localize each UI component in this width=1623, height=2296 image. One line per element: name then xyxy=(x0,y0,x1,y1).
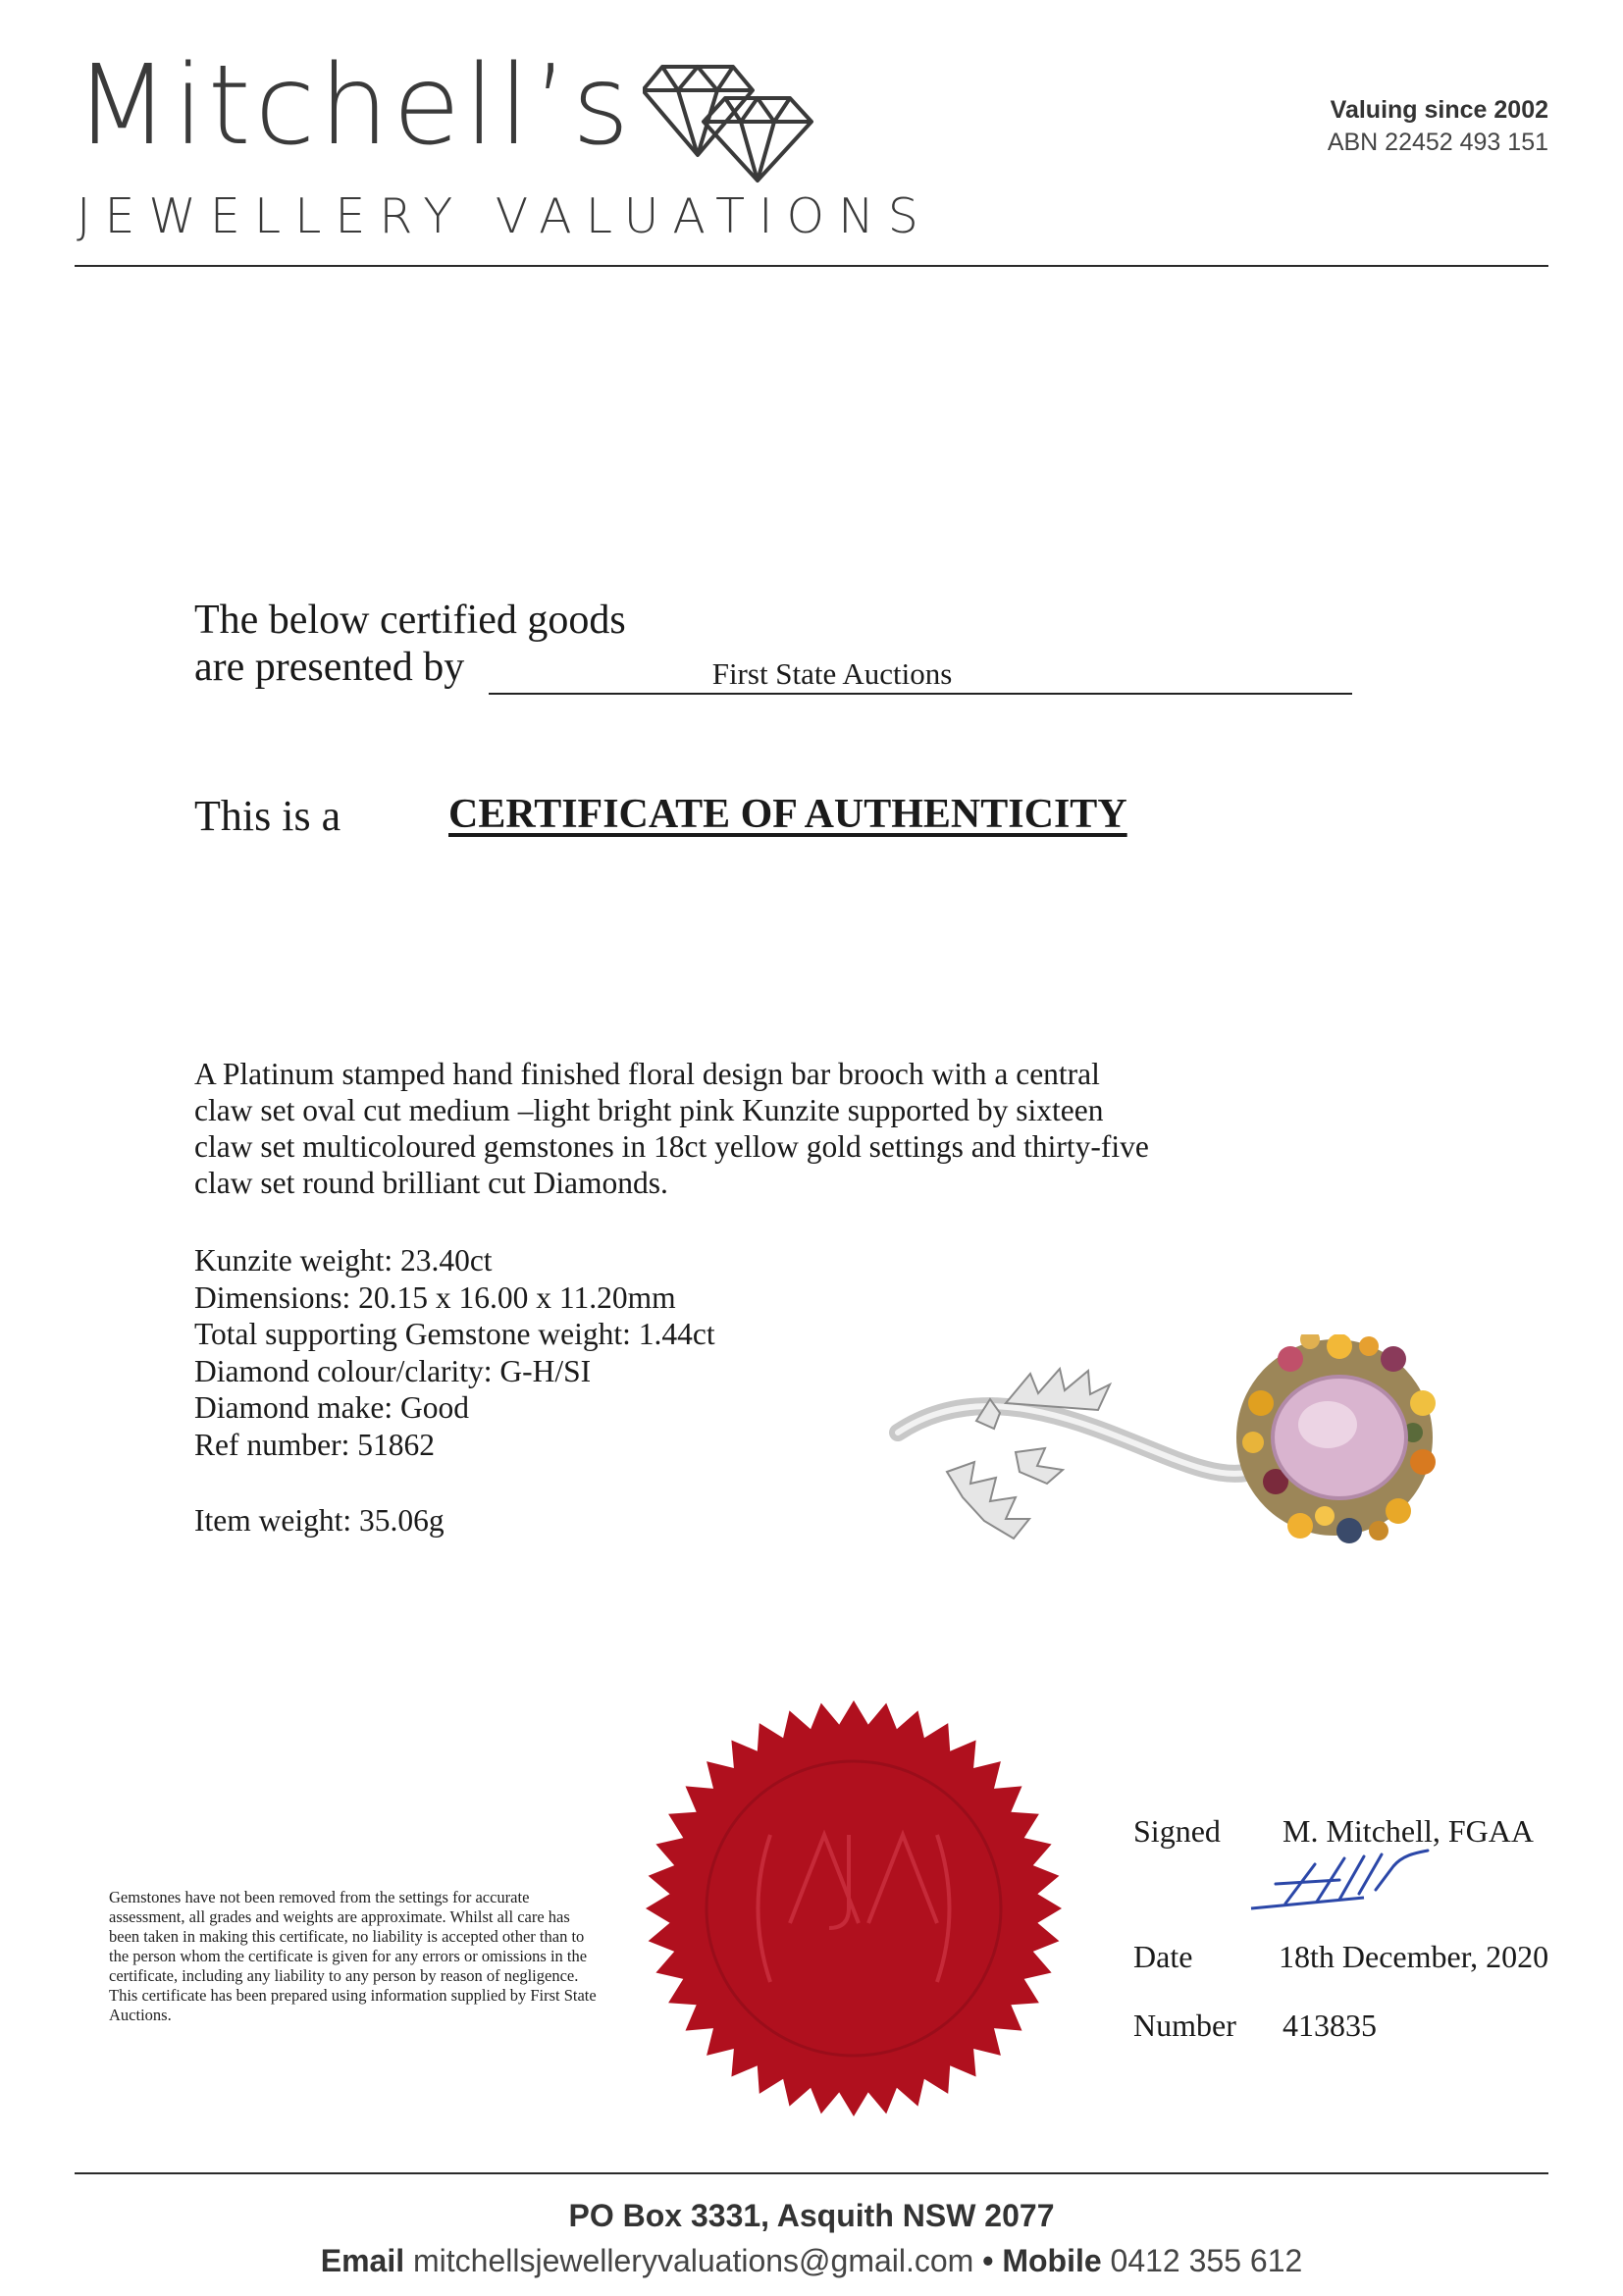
spec-gemstone-weight: Total supporting Gemstone weight: 1.44ct xyxy=(194,1317,715,1351)
footer-divider xyxy=(75,2172,1548,2174)
logo-name: Mitchell’s xyxy=(75,42,634,170)
disclaimer-text: Gemstones have not been removed from the settings for accurate assessment, all grades and weights are approximate. Whilst all care has been taken in making this certificate, no liability is accepted other than to the person whom the certificate is given for any errors or omissions in the certificate, including any liability to any person by reason of negligence. This certificate has been prepared using information supplied by First State Auctions. xyxy=(109,1888,597,2024)
header-divider xyxy=(75,265,1548,267)
seal-icon xyxy=(643,1697,1065,2119)
diamond-logo-icon xyxy=(643,59,819,186)
presented-line-1: The below certified goods xyxy=(194,598,626,643)
item-weight: Item weight: 35.06g xyxy=(194,1503,445,1538)
spec-dimensions: Dimensions: 20.15 x 16.00 x 11.20mm xyxy=(194,1279,676,1315)
email-link[interactable]: mitchellsjewelleryvaluations@gmail.com xyxy=(412,2243,974,2278)
spec-diamond-make: Diamond make: Good xyxy=(194,1390,469,1425)
email-label: Email xyxy=(320,2243,405,2278)
valuing-since: Valuing since 2002 xyxy=(1330,96,1548,124)
abn-number: ABN 22452 493 151 xyxy=(1327,128,1548,156)
mobile-number[interactable]: 0412 355 612 xyxy=(1110,2243,1303,2278)
signed-label: Signed xyxy=(1133,1813,1221,1849)
certificate-number: 413835 xyxy=(1283,2008,1377,2043)
spec-list xyxy=(194,1242,715,1463)
presenter-field xyxy=(489,655,1352,695)
presenter-name: First State Auctions xyxy=(711,656,953,691)
item-description: A Platinum stamped hand finished floral design bar brooch with a central claw set oval cut medium –light bright pink Kunzite supported by sixteen claw set multicoloured gemstones in 18ct yellow gold settings and thirty-five claw set round brilliant cut Diamonds. xyxy=(194,1057,1149,1200)
footer-contact xyxy=(0,2243,1623,2279)
brooch-photo xyxy=(888,1334,1496,1580)
footer-address: PO Box 3331, Asquith NSW 2077 xyxy=(568,2198,1055,2233)
signed-name: M. Mitchell, FGAA xyxy=(1283,1813,1534,1849)
certificate-prefix: This is a xyxy=(194,792,341,840)
header-meta xyxy=(1328,94,1548,158)
logo-subtitle: JEWELLERY VALUATIONS xyxy=(77,188,932,244)
spec-kunzite-weight: Kunzite weight: 23.40ct xyxy=(194,1243,493,1278)
spec-diamond-clarity: Diamond colour/clarity: G-H/SI xyxy=(194,1353,592,1388)
date-value: 18th December, 2020 xyxy=(1279,1939,1549,1974)
presented-line-2: are presented by xyxy=(194,645,465,690)
handwritten-signature xyxy=(1246,1845,1462,1923)
certificate-title: CERTIFICATE OF AUTHENTICITY xyxy=(448,792,1127,837)
date-label: Date xyxy=(1133,1939,1193,1974)
mobile-label: Mobile xyxy=(1002,2243,1102,2278)
number-label: Number xyxy=(1133,2008,1236,2043)
spec-ref-number: Ref number: 51862 xyxy=(194,1427,435,1462)
footer-separator: • xyxy=(982,2243,994,2278)
